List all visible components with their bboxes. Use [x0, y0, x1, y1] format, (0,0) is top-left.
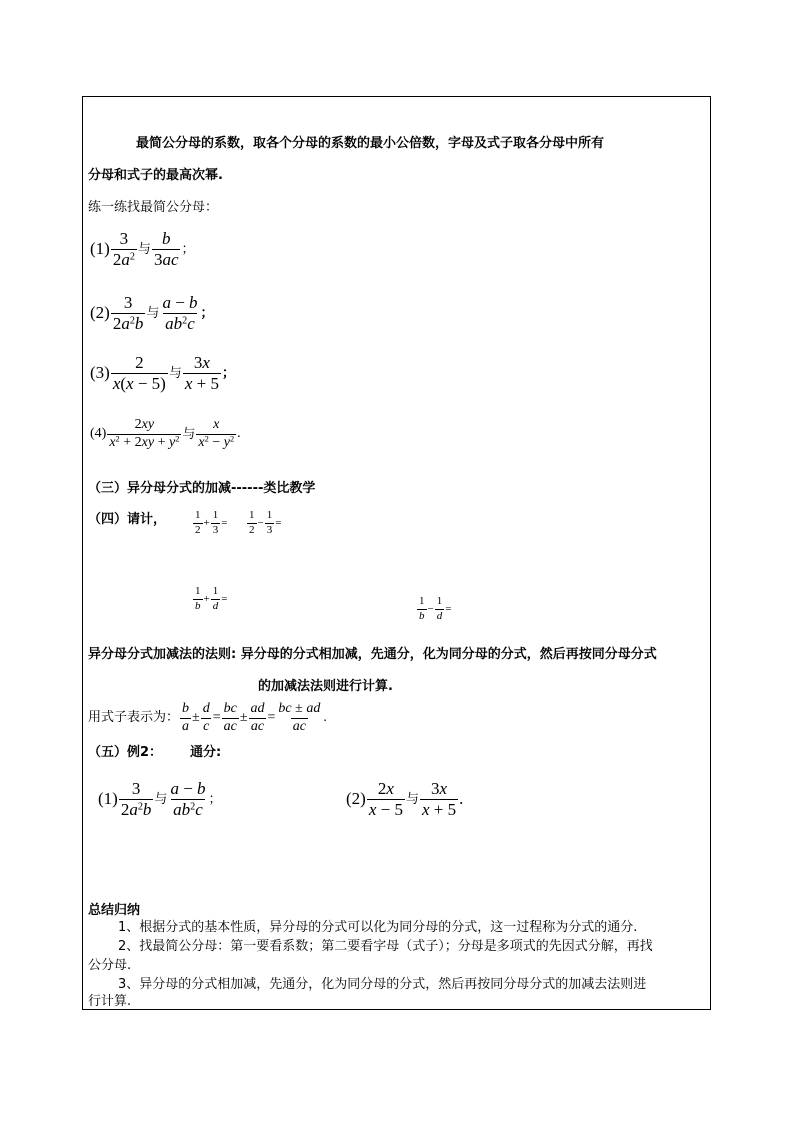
fraction: $\frac{bc}{ac}$	[223, 701, 237, 734]
equals-sign: =	[221, 593, 228, 606]
connector: 与	[182, 426, 196, 442]
equals-sign: =	[221, 517, 228, 530]
item-label: (2)	[346, 789, 366, 809]
item-end: ；	[200, 305, 214, 321]
equals-sign: =	[275, 517, 282, 530]
fraction: $\frac{1}{3}$	[212, 509, 219, 536]
section-5-subtitle: 通分:	[190, 745, 222, 760]
fraction: $\frac{b}{3ac}$	[153, 229, 179, 269]
fraction: $\frac{1}{b}$	[195, 585, 201, 612]
equals-sign: =	[212, 710, 221, 726]
fraction: $\frac{d}{c}$	[202, 701, 210, 734]
section-5-heading: （五）例2：	[88, 745, 163, 760]
summary-point-2-cont: 公分母.	[88, 958, 132, 973]
connector: 与	[146, 305, 160, 321]
item-label: (4)	[90, 426, 107, 442]
formula-prefix: 用式子表示为：	[88, 710, 180, 726]
connector: 与	[154, 791, 168, 807]
equals-sign: =	[267, 710, 276, 726]
item-label: (3)	[90, 363, 110, 383]
item-end: ；	[181, 241, 195, 257]
fraction: $\frac{2x}{x - 5}$	[368, 779, 403, 819]
calc-2: $\frac{1}{2}$ − $\frac{1}{3}$ =	[249, 509, 282, 536]
intro-line-2: 分母和式子的最高次幂.	[88, 168, 223, 183]
fraction: $\frac{1}{b}$	[419, 595, 425, 622]
fraction: $\frac{a - b}{ab^2c}$	[170, 779, 206, 819]
item-label: (1)	[90, 239, 110, 259]
item-end: .	[237, 426, 241, 442]
calc-1: $\frac{1}{2}$ + $\frac{1}{3}$ =	[195, 509, 228, 536]
summary-point-3-cont: 行计算.	[88, 994, 132, 1009]
fraction: $\frac{x}{x^2 - y^2}$	[198, 417, 235, 450]
formula-row	[88, 702, 327, 734]
fraction: $\frac{3x}{x + 5}$	[184, 353, 219, 393]
item-label: (1)	[98, 789, 118, 809]
fraction: $\frac{3}{2a^2}$	[112, 229, 135, 269]
example-item-1	[98, 780, 222, 819]
plus-minus: ±	[239, 710, 248, 726]
item-label: (2)	[90, 303, 110, 323]
section-4-heading: （四）请计，	[88, 512, 167, 527]
fraction: $\frac{1}{d}$	[212, 585, 219, 612]
plus-minus: ±	[192, 710, 200, 726]
fraction: $\frac{1}{2}$	[195, 509, 201, 536]
practice-title: 练一练找最简公分母：	[88, 200, 219, 215]
fraction: $\frac{2xy}{x^2 + 2xy + y^2}$	[109, 417, 180, 450]
calc-4: $\frac{1}{b}$ − $\frac{1}{d}$ =	[419, 595, 452, 622]
fraction: $\frac{3}{2a^2b}$	[120, 779, 152, 819]
item-end: ；	[208, 791, 222, 807]
item-end: ；	[222, 365, 236, 381]
equals-sign: =	[445, 603, 452, 616]
connector: 与	[405, 791, 419, 807]
summary-point-1: 1、根据分式的基本性质，异分母的分式可以化为同分母的分式，这一过程称为分式的通分.	[118, 920, 638, 935]
summary-point-2: 2、找最简公分母：第一要看系数；第二要看字母（式子）；分母是多项式的先因式分解，再找	[118, 939, 653, 954]
fraction: $\frac{bc \pm ad}{ac}$	[278, 701, 321, 734]
connector: 与	[137, 241, 151, 257]
fraction: $\frac{1}{3}$	[266, 509, 273, 536]
fraction: $\frac{a - b}{ab^2c}$	[162, 293, 198, 333]
fraction: $\frac{b}{a}$	[182, 701, 190, 734]
summary-title: 总结归纳	[88, 903, 141, 918]
practice-item-4	[90, 418, 241, 450]
rule-line-1: 异分母分式加减法的法则: 异分母的分式相加减，先通分，化为同分母的分式，然后再按同分母分式	[88, 647, 657, 662]
formula-expression	[179, 702, 327, 734]
connector: 与	[168, 365, 182, 381]
fraction: $\frac{ad}{ac}$	[250, 701, 265, 734]
fraction: $\frac{3x}{x + 5}$	[421, 779, 457, 819]
calc-3: $\frac{1}{b}$ + $\frac{1}{d}$ =	[195, 585, 228, 612]
practice-item-2	[90, 294, 214, 333]
fraction: $\frac{1}{2}$	[249, 509, 255, 536]
fraction: $\frac{1}{d}$	[436, 595, 443, 622]
practice-item-1	[90, 230, 195, 269]
rule-line-2: 的加减法法则进行计算.	[258, 679, 393, 694]
fraction: $\frac{2}{x(x - 5)}$	[112, 353, 166, 393]
example-item-2	[346, 780, 463, 819]
section-3-heading: （三）异分母分式的加减------类比教学	[88, 481, 316, 496]
practice-item-3	[90, 354, 235, 393]
formula-end: .	[323, 710, 327, 726]
item-end: .	[459, 789, 464, 809]
summary-point-3: 3、异分母的分式相加减，先通分，化为同分母的分式，然后再按同分母分式的加减去法则进	[118, 977, 647, 992]
fraction: $\frac{3}{2a^2b}$	[112, 293, 144, 333]
intro-line-1: 最简公分母的系数，取各个分母的系数的最小公倍数，字母及式子取各分母中所有	[136, 136, 605, 151]
